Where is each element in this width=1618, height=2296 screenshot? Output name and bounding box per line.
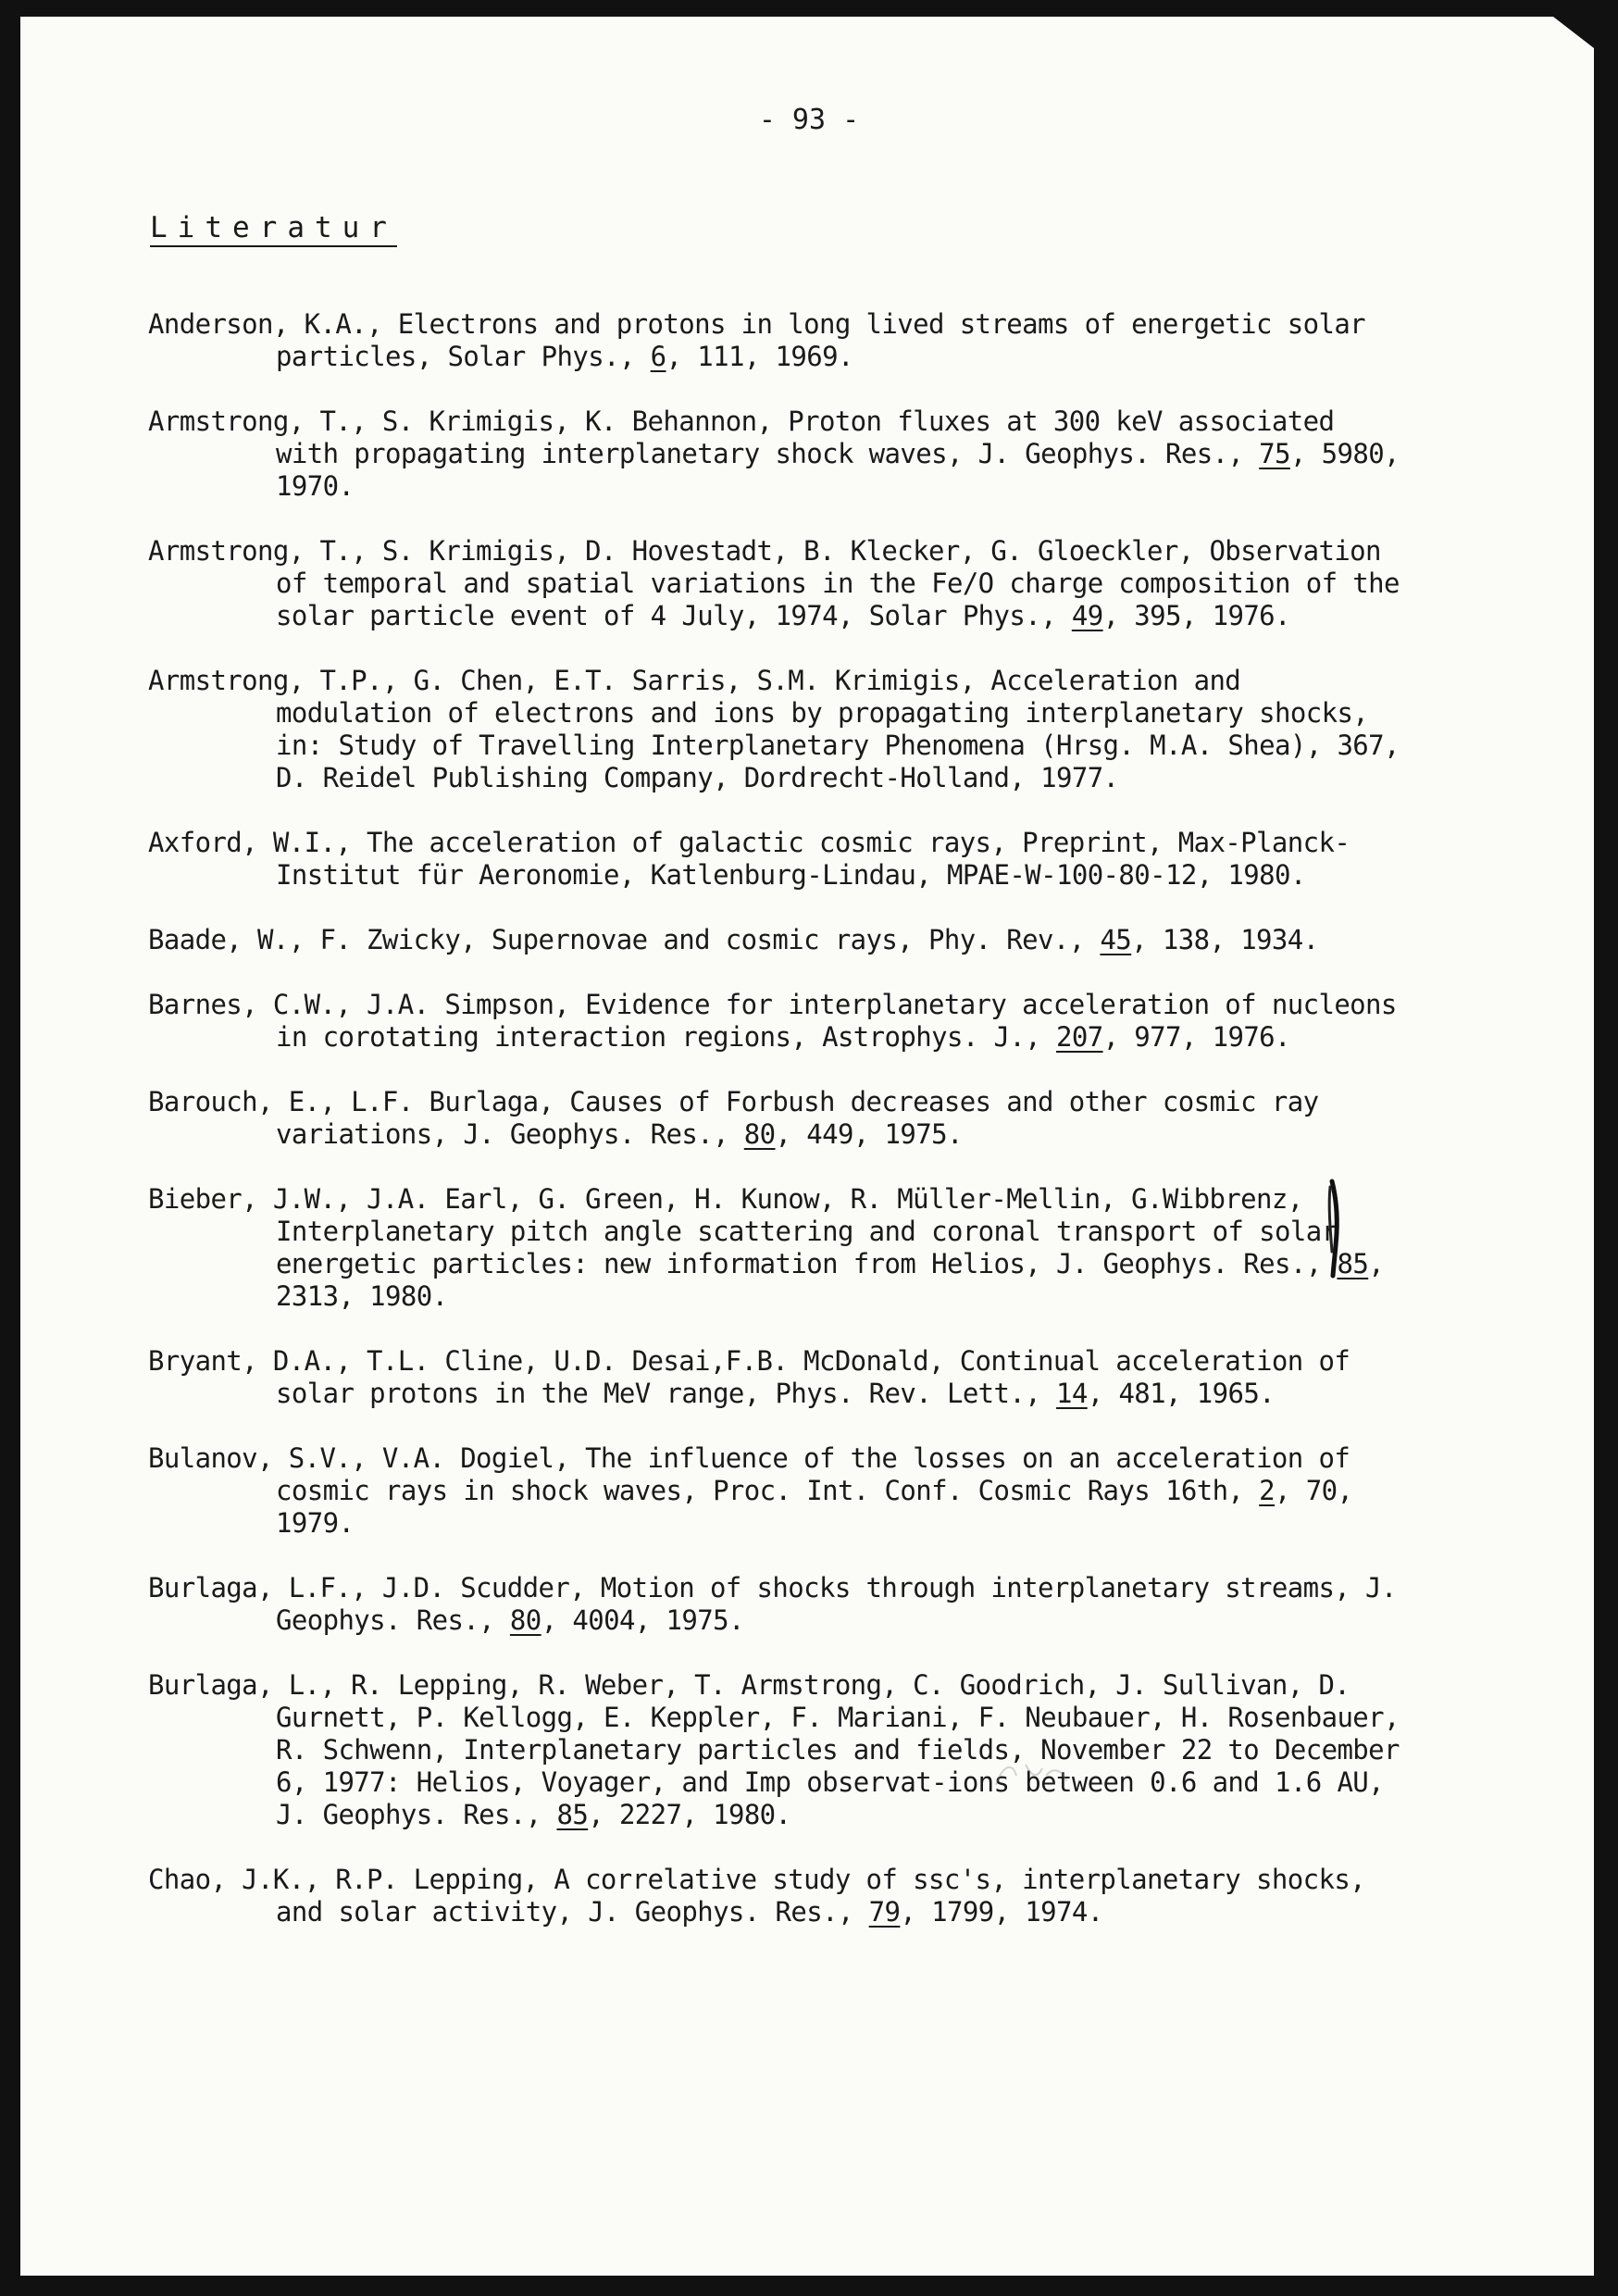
reference-entry: Barouch, E., L.F. Burlaga, Causes of Forbush decreases and other cosmic ray variations, J. Geophys. Res., 80, 449, 1975. xyxy=(148,1086,1319,1150)
reference-entry: Baade, W., F. Zwicky, Supernovae and cosmic rays, Phy. Rev., 45, 138, 1934. xyxy=(148,924,1319,955)
faint-pencil-mark-icon xyxy=(989,1748,1072,1803)
reference-entry: Armstrong, T., S. Krimigis, D. Hovestadt, B. Klecker, G. Gloeckler, Observation of temporal and spatial variations in the Fe/O charge composition of the solar particle event of 4 July, 1974, Solar Phys., 49, 395, 1976. xyxy=(148,535,1400,631)
reference-entry: Burlaga, L., R. Lepping, R. Weber, T. Armstrong, C. Goodrich, J. Sullivan, D. Gurnett, P. Kellogg, E. Keppler, F. Mariani, F. Neubauer, H. Rosenbauer, R. Schwenn, Interplanetary particles and fields, November 22 to December 6, 1977: Helios, Voyager, and Imp observat-ions between 0.6 and 1.6 AU, J. Geophys. Res., 85, 2227, 1980. xyxy=(148,1669,1400,1830)
reference-list xyxy=(148,281,1407,1961)
reference-entry: Barnes, C.W., J.A. Simpson, Evidence for interplanetary acceleration of nucleons in corotating interaction regions, Astrophys. J., 207, 977, 1976. xyxy=(148,989,1397,1053)
page-number: - 93 - xyxy=(758,104,860,136)
section-heading: Literatur xyxy=(150,211,397,247)
reference-entry: Bulanov, S.V., V.A. Dogiel, The influence of the losses on an acceleration of cosmic rays in shock waves, Proc. Int. Conf. Cosmic Rays 16th, 2, 70, 1979. xyxy=(148,1442,1353,1539)
pen-mark-icon xyxy=(1319,1178,1347,1279)
reference-entry: Anderson, K.A., Electrons and protons in long lived streams of energetic solar particles, Solar Phys., 6, 111, 1969. xyxy=(148,308,1366,372)
reference-entry: Armstrong, T., S. Krimigis, K. Behannon, Proton fluxes at 300 keV associated with propagating interplanetary shock waves, J. Geophys. Res., 75, 5980, 1970. xyxy=(148,406,1400,502)
reference-entry: Bryant, D.A., T.L. Cline, U.D. Desai,F.B. McDonald, Continual acceleration of solar protons in the MeV range, Phys. Rev. Lett., 14, 481, 1965. xyxy=(148,1345,1350,1409)
reference-entry: Bieber, J.W., J.A. Earl, G. Green, H. Kunow, R. Müller-Mellin, G.Wibbrenz, Interplanetary pitch angle scattering and coronal transport of solar energetic particles: new information from Helios, J. Geophys. Res., 85, 2313, 1980. xyxy=(148,1183,1385,1312)
reference-entry: Armstrong, T.P., G. Chen, E.T. Sarris, S.M. Krimigis, Acceleration and modulation of electrons and ions by propagating interplanetary shocks, in: Study of Travelling Interplanetary Phenomena (Hrsg. M.A. Shea), 367, D. Reidel Publishing Company, Dordrecht-Holland, 1977. xyxy=(148,665,1400,793)
reference-entry: Chao, J.K., R.P. Lepping, A correlative study of ssc's, interplanetary shocks, and solar activity, J. Geophys. Res., 79, 1799, 1974. xyxy=(148,1864,1366,1928)
reference-entry: Burlaga, L.F., J.D. Scudder, Motion of shocks through interplanetary streams, J. Geophys. Res., 80, 4004, 1975. xyxy=(148,1572,1397,1636)
reference-entry: Axford, W.I., The acceleration of galactic cosmic rays, Preprint, Max-Planck-Institut für Aeronomie, Katlenburg-Lindau, MPAE-W-100-80-12, 1980. xyxy=(148,827,1350,891)
